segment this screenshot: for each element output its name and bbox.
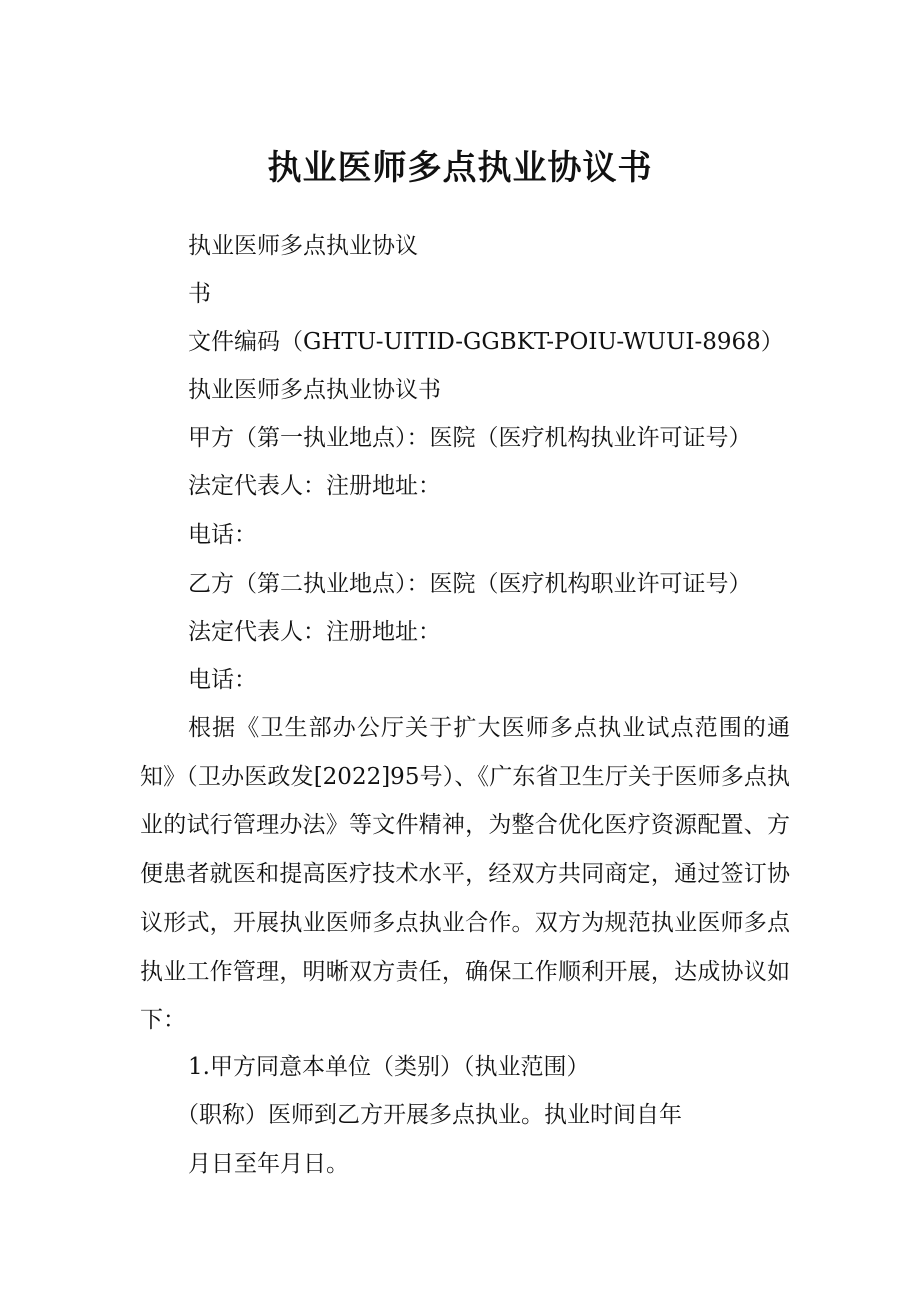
party-b-rep: 法定代表人：注册地址：: [188, 619, 441, 645]
file-code: 文件编码（GHTU-UITID-GGBKT-POIU-WUUI-8968）: [188, 329, 784, 355]
document-subtitle: 执业医师多点执业协议书: [188, 377, 441, 403]
party-b-line: 乙方（第二执业地点）：医院（医疗机构职业许可证号）: [188, 571, 752, 597]
header-line-1: 执业医师多点执业协议: [188, 233, 418, 259]
party-a-line: 甲方（第一执业地点）：医院（医疗机构执业许可证号）: [188, 425, 752, 451]
clause-1-line-2: （职称）医师到乙方开展多点执业。执业时间自年: [176, 1102, 682, 1128]
body-paragraph: 根据《卫生部办公厅关于扩大医师多点执业试点范围的通知》（卫办医政发[2022]95号）、《广东省卫生厅关于医师多点执业的试行管理办法》等文件精神，为整合优化医疗资源配置、方便患者就医和提高医疗技术水平，经双方共同商定，通过签订协议形式，开展执业医师多点执业合作。双方为规范执业医师多点执业工作管理，明晰双方责任，确保工作顺利开展，达成协议如下：: [140, 715, 790, 1034]
clause-1-line-1: 1.甲方同意本单位（类别）（执业范围）: [188, 1054, 590, 1080]
document-title: 执业医师多点执业协议书: [267, 148, 653, 188]
party-a-phone: 电话：: [188, 522, 257, 548]
party-a-rep: 法定代表人：注册地址：: [188, 473, 441, 499]
clause-1-line-3: 月日至年月日。: [188, 1151, 349, 1177]
party-b-phone: 电话：: [188, 667, 257, 693]
header-line-2: 书: [188, 281, 211, 307]
